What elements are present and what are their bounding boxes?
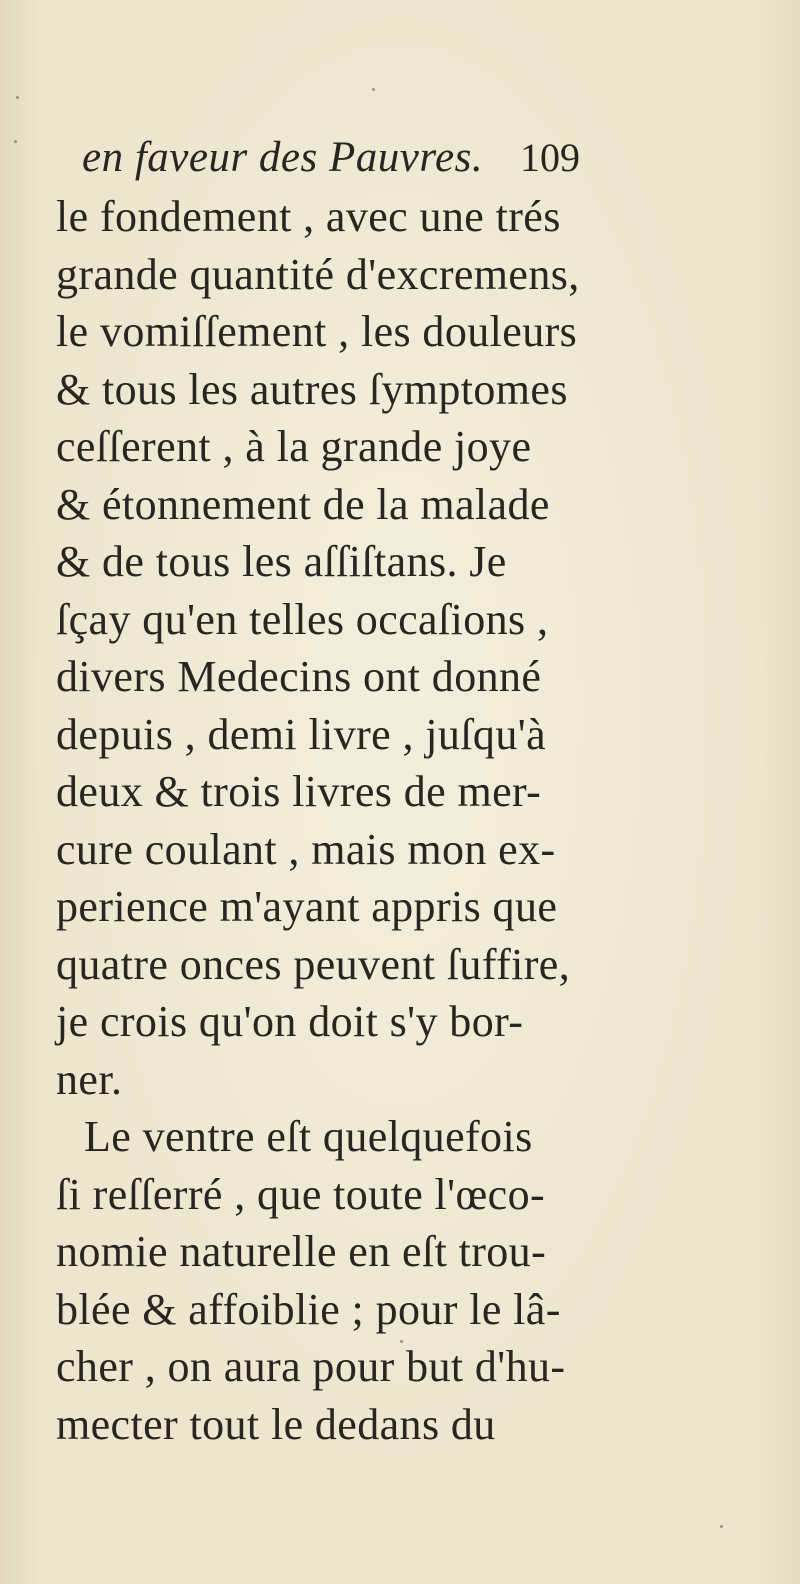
body-text	[56, 188, 656, 1453]
text-line: le vomiſſement , les douleurs	[56, 307, 578, 356]
text-line: & tous les autres ſymptomes	[56, 364, 568, 414]
text-line: divers Medecins ont donné	[56, 652, 542, 701]
paper-speck	[14, 140, 17, 143]
text-line: blée & affoiblie ; pour le lâ-	[56, 1284, 561, 1334]
text-line: je crois qu'on doit s'y bor-	[56, 997, 524, 1046]
text-line: cure coulant , mais mon ex-	[56, 824, 556, 874]
paper-speck	[400, 1340, 403, 1343]
paragraph-start-line: Le ventre eſt quelquefois	[84, 1112, 533, 1161]
text-line: perience m'ayant appris que	[56, 882, 558, 931]
text-line: grande quantité d'excremens,	[56, 249, 580, 299]
page-header	[82, 128, 642, 188]
text-line: & étonnement de la malade	[56, 479, 550, 529]
text-line: ceſſerent , à la grande joye	[56, 422, 532, 471]
text-line: ſi reſſerré , que toute l'œco-	[56, 1169, 546, 1219]
text-line: le fondement , avec une trés	[56, 192, 561, 241]
text-line: deux & trois livres de mer-	[56, 767, 542, 816]
text-line: depuis , demi livre , juſqu'à	[56, 709, 546, 759]
text-line: nomie naturelle en eſt trou-	[56, 1227, 547, 1276]
paper-speck	[720, 1525, 723, 1528]
running-head: en faveur des Pauvres.	[82, 134, 484, 181]
text-line: ner.	[56, 1054, 123, 1104]
text-line: quatre onces peuvent ſuffire,	[56, 939, 571, 989]
text-line: mecter tout le dedans du	[56, 1399, 496, 1449]
text-line: cher , on aura pour but d'hu-	[56, 1342, 566, 1391]
text-line: & de tous les aſſiſtans. Je	[56, 537, 507, 586]
text-line: ſçay qu'en telles occaſions ,	[56, 594, 549, 644]
page-number: 109	[520, 135, 580, 180]
paper-speck	[372, 88, 375, 91]
paper-speck	[16, 96, 19, 99]
